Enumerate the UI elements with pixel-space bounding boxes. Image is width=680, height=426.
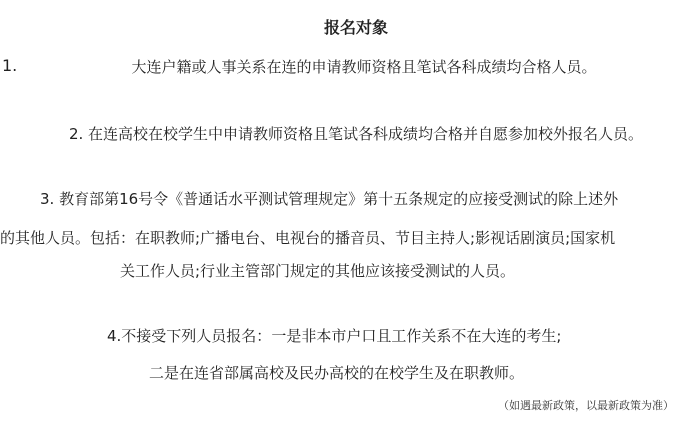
item-3-line-2: 的其他人员。包括：在职教师;广播电台、电视台的播音员、节目主持人;影视话剧演员;国家机 [0,229,616,247]
policy-note: （如遇最新政策，以最新政策为准） [498,399,674,412]
section-title: 报名对象 [323,18,388,37]
item-1-text: 大连户籍或人事关系在连的申请教师资格且笔试各科成绩均合格人员。 [131,58,597,76]
item-2-text: 2. 在连高校在校学生中申请教师资格且笔试各科成绩均合格并自愿参加校外报名人员。 [68,125,644,143]
item-3-line-3: 关工作人员;行业主管部门规定的其他应该接受测试的人员。 [120,262,516,280]
item-4-line-2: 二是在连省部属高校及民办高校的在校学生及在职教师。 [149,364,525,382]
item-4-line-1: 4.不接受下列人员报名：一是非本市户口且工作关系不在大连的考生; [107,327,562,345]
item-3-line-1: 3. 教育部第16号令《普通话水平测试管理规定》第十五条规定的应接受测试的除上述外 [40,190,619,208]
item-1-number: 1. [2,56,18,75]
